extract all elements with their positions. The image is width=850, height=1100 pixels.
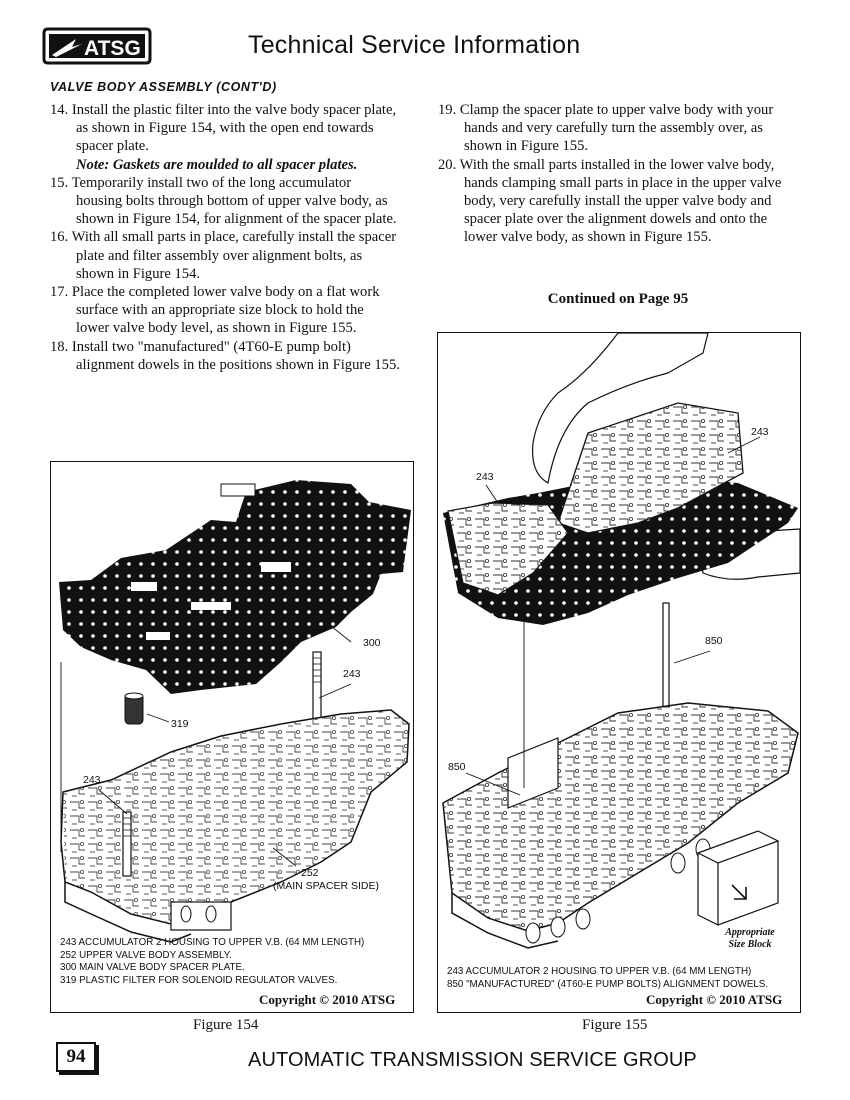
callout-850-right: 850 — [705, 635, 723, 647]
legend-item: 243 ACCUMULATOR 2 HOUSING TO UPPER V.B. (64 MM LENGTH) — [447, 966, 752, 977]
footer-organization: AUTOMATIC TRANSMISSION SERVICE GROUP — [248, 1049, 697, 1071]
legend-item: 300 MAIN VALVE BODY SPACER PLATE. — [60, 962, 245, 974]
step-19: 19. Clamp the spacer plate to upper valve body with your hands and very carefully turn the assembly over, as shown in Figure 155. — [438, 102, 774, 155]
figure-154-illustration — [51, 462, 413, 1012]
callout-850-left: 850 — [448, 761, 466, 773]
upper-valve-body-assembly — [443, 403, 798, 625]
page-header-title: Technical Service Information — [248, 31, 581, 59]
figure-154-legend — [60, 937, 364, 987]
callout-243-left: 243 — [83, 774, 101, 786]
upper-valve-body-252 — [61, 710, 409, 942]
legend-item: 850 "MANUFACTURED" (4T60-E PUMP BOLTS) ALIGNMENT DOWELS. — [447, 978, 769, 990]
step-14: 14. Install the plastic filter into the valve body spacer plate, as shown in Figure 154, with the open end towards spacer plate. — [50, 102, 397, 155]
logo-text: ATSG — [84, 37, 141, 60]
callout-300: 300 — [363, 637, 381, 649]
figure-155-caption: Figure 155 — [582, 1017, 648, 1033]
step-18: 18. Install two "manufactured" (4T60-E pump bolt) alignment dowels in the positions shown in Figure 155. — [50, 338, 400, 373]
continued-note: Continued on Page 95 — [547, 291, 689, 307]
section-title: VALVE BODY ASSEMBLY (CONT'D) — [50, 80, 277, 94]
size-block-label: Appropriate Size Block — [725, 927, 775, 950]
callout-252-sub: (MAIN SPACER SIDE) — [273, 880, 379, 892]
legend-item: 319 PLASTIC FILTER FOR SOLENOID REGULATOR VALVES. — [60, 974, 338, 986]
note-gaskets: Note: Gaskets are moulded to all spacer plates. — [76, 156, 358, 173]
callout-243-right: 243 — [751, 426, 769, 438]
step-15: 15. Temporarily install two of the long accumulator housing bolts through bottom of upper valve body, as shown in Figure 154, for alignment of the spacer plate. — [50, 174, 397, 228]
callout-319: 319 — [171, 718, 189, 730]
step-16: 16. With all small parts in place, carefully install the spacer plate and filter assembly over alignment bolts, as shown in Figure 154. — [50, 229, 397, 282]
figure-154-copyright: Copyright © 2010 ATSG — [259, 992, 396, 1007]
figure-154-caption: Figure 154 — [193, 1017, 259, 1033]
atsg-logo — [42, 27, 152, 65]
figure-155-legend — [447, 966, 768, 991]
atsg-logo-mark — [42, 27, 152, 65]
figure-155-illustration — [438, 333, 800, 1012]
page-number: 94 — [56, 1042, 96, 1072]
alignment-dowel-850-right — [663, 603, 669, 713]
figure-155-copyright: Copyright © 2010 ATSG — [646, 992, 783, 1007]
figure-155 — [437, 332, 801, 1013]
plastic-filter-319 — [125, 693, 143, 724]
figure-154 — [50, 461, 414, 1013]
step-20: 20. With the small parts installed in the lower valve body, hands clamping small parts in place in the upper valve body, very carefully install the upper valve body and spacer plate over the alignment dowels and onto the lower valve body, as shown in Figure 155. — [438, 156, 782, 246]
spacer-plate-300 — [59, 480, 411, 694]
callout-243-left: 243 — [476, 471, 494, 483]
legend-item: 252 UPPER VALVE BODY ASSEMBLY. — [60, 949, 232, 961]
callout-243-bolt: 243 — [343, 668, 361, 680]
legend-item: 243 ACCUMULATOR 2 HOUSING TO UPPER V.B. (64 MM LENGTH) — [60, 937, 365, 948]
callout-252: 252 — [301, 867, 319, 879]
instructions-right-column — [438, 101, 788, 247]
step-17: 17. Place the completed lower valve body on a flat work surface with an appropriate size block to hold the lower valve body level, as shown in Figure 155. — [50, 284, 380, 337]
instructions-left-column — [50, 101, 400, 374]
